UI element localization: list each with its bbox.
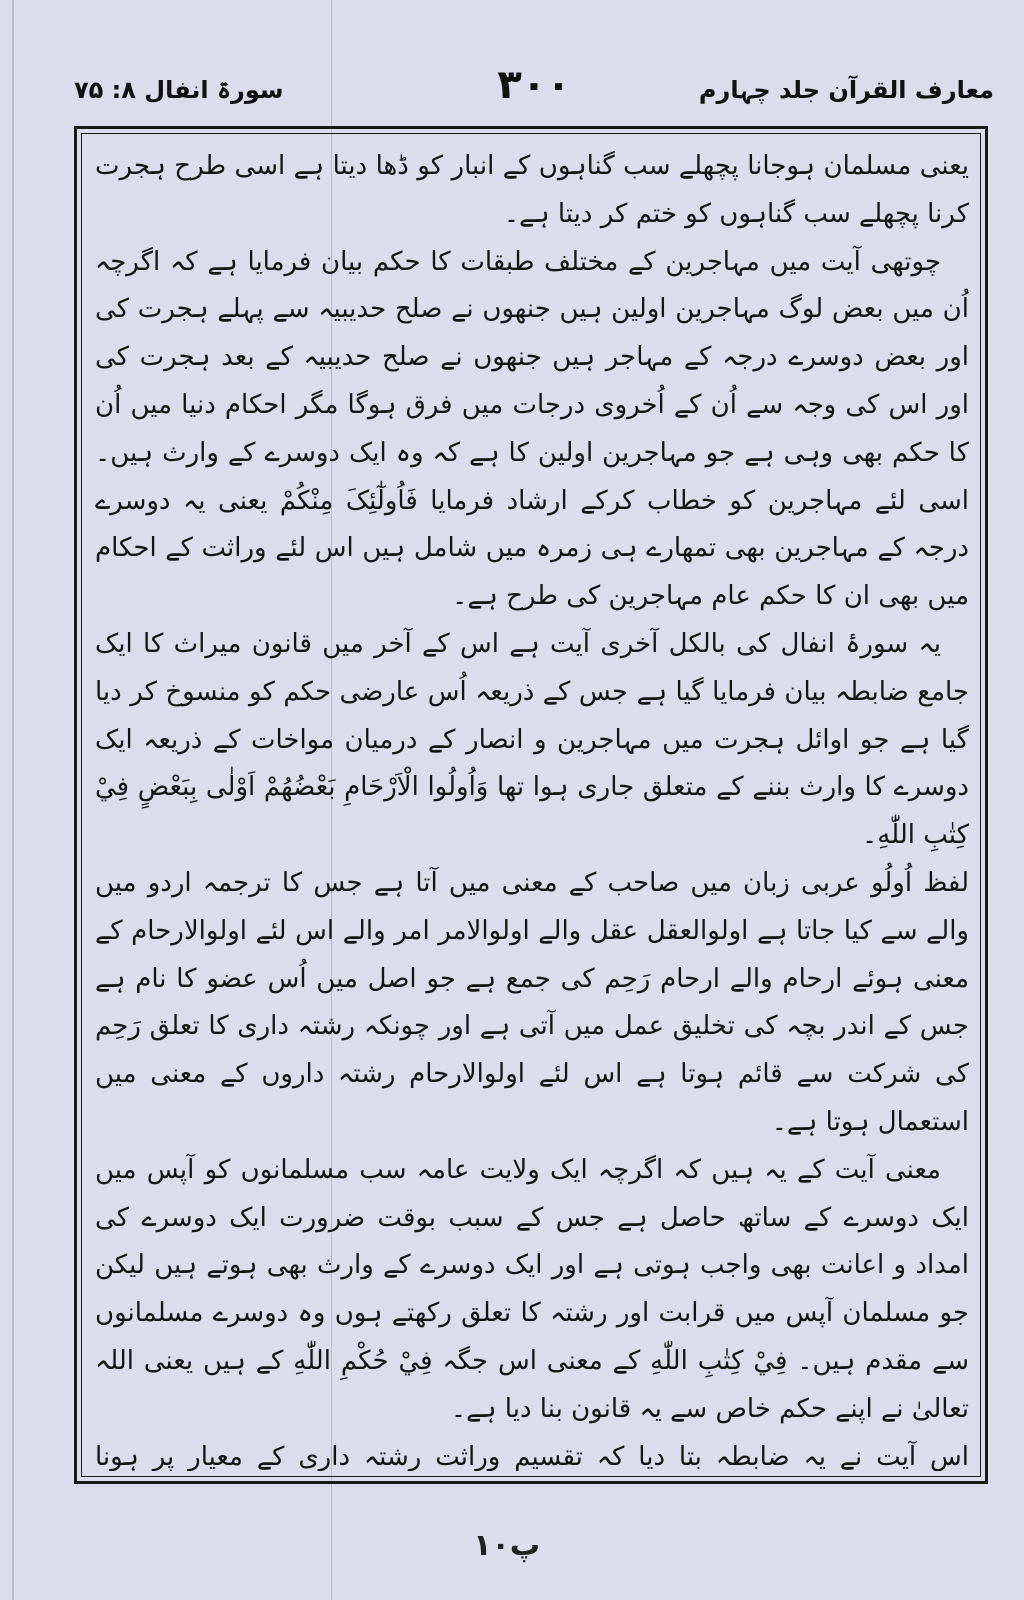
book-title: معارف القرآن جلد چہارم <box>698 76 994 104</box>
para-number-mark: پ۱۰ <box>473 1528 540 1563</box>
paragraph: یعنی مسلمان ہوجانا پچھلے سب گناہوں کے انبار کو ڈھا دیتا ہے اسی طرح ہجرت کرنا پچھلے سب گناہوں کو ختم کر دیتا ہے۔ <box>95 151 969 229</box>
paragraph: یہ سورۂ انفال کی بالکل آخری آیت ہے اس کے آخر میں قانون میراث کا ایک جامع ضابطہ بیان فرمایا گیا ہے جس کے ذریعہ اُس عارضی حکم کو منسوخ کر دیا گیا ہے جو اوائل ہجرت میں مہاجرین و انصار کے درمیان مواخات کے ذریعہ ایک دوسرے کا وارث بننے کے متعلق جاری ہوا تھا وَاُولُوا الْاَرْحَامِ بَعْضُهُمْ اَوْلٰى بِبَعْضٍ فِيْ كِتٰبِ اللّٰهِ۔ <box>95 628 969 851</box>
paragraph: معنی آیت کے یہ ہیں کہ اگرچہ ایک ولایت عامہ سب مسلمانوں کو آپس میں ایک دوسرے کے ساتھ حاصل ہے جس کے سبب بوقت ضرورت ایک دوسرے کی امداد و اعانت بھی واجب ہوتی ہے اور ایک دوسرے کے وارث بھی ہوتے ہیں لیکن جو مسلمان آپس میں قرابت اور رشتہ کا تعلق رکھتے ہوں وہ دوسرے مسلمانوں سے مقدم ہیں۔ فِيْ كِتٰبِ اللّٰهِ کے معنی اس جگہ فِيْ حُكْمِ اللّٰهِ کے ہیں یعنی اللہ تعالیٰ نے اپنے حکم خاص سے یہ قانون بنا دیا ہے۔ <box>95 1154 969 1424</box>
page-header <box>74 62 994 114</box>
paragraph: چوتھی آیت میں مہاجرین کے مختلف طبقات کا حکم بیان فرمایا ہے کہ اگرچہ اُن میں بعض لوگ مہاجرین اولین ہیں جنھوں نے صلح حدیبیہ سے پہلے ہجرت کی اور بعض دوسرے درجہ کے مہاجر ہیں جنھوں نے صلح حدیبیہ کے بعد ہجرت کی اور اس کی وجہ سے اُن کے اُخروی درجات میں فرق ہوگا مگر احکام دنیا میں اُن کا حکم بھی وہی ہے جو مہاجرین اولین کا ہے کہ وہ ایک دوسرے کے وارث ہیں۔ اسی لئے مہاجرین کو خطاب کرکے ارشاد فرمایا فَاُولٰٓئِکَ مِنْکُمْ یعنی یہ دوسرے درجہ کے مہاجرین بھی تمھارے ہی زمرہ میں شامل ہیں اس لئے وراثت کے احکام میں بھی ان کا حکم عام مہاجرین کی طرح ہے۔ <box>95 246 969 612</box>
paragraph: لفظ اُولُو عربی زبان میں صاحب کے معنی میں آتا ہے جس کا ترجمہ اردو میں والے سے کیا جاتا ہے اولوالعقل عقل والے اولوالامر امر والے اس لئے اولوالارحام کے معنی ہوئے ارحام والے ارحام رَحِم کی جمع ہے جو اصل میں اُس عضو کا نام ہے جس کے اندر بچہ کی تخلیق عمل میں آتی ہے اور چونکہ رشتہ داری کا تعلق رَحِم کی شرکت سے قائم ہوتا ہے اس لئے اولوالارحام رشتہ داروں کے معنی میں استعمال ہوتا ہے۔ <box>95 867 969 1137</box>
scan-edge <box>12 0 14 1600</box>
page-number: ۳۰۰ <box>497 62 571 108</box>
text-frame <box>74 126 988 1484</box>
body-text <box>95 143 969 1471</box>
surah-reference: سورۃ انفال ۸: ۷۵ <box>74 76 284 104</box>
paragraph: اس آیت نے یہ ضابطہ بتا دیا کہ تقسیم وراثت رشتہ داری کے معیار پر ہونا <box>95 1441 969 1471</box>
